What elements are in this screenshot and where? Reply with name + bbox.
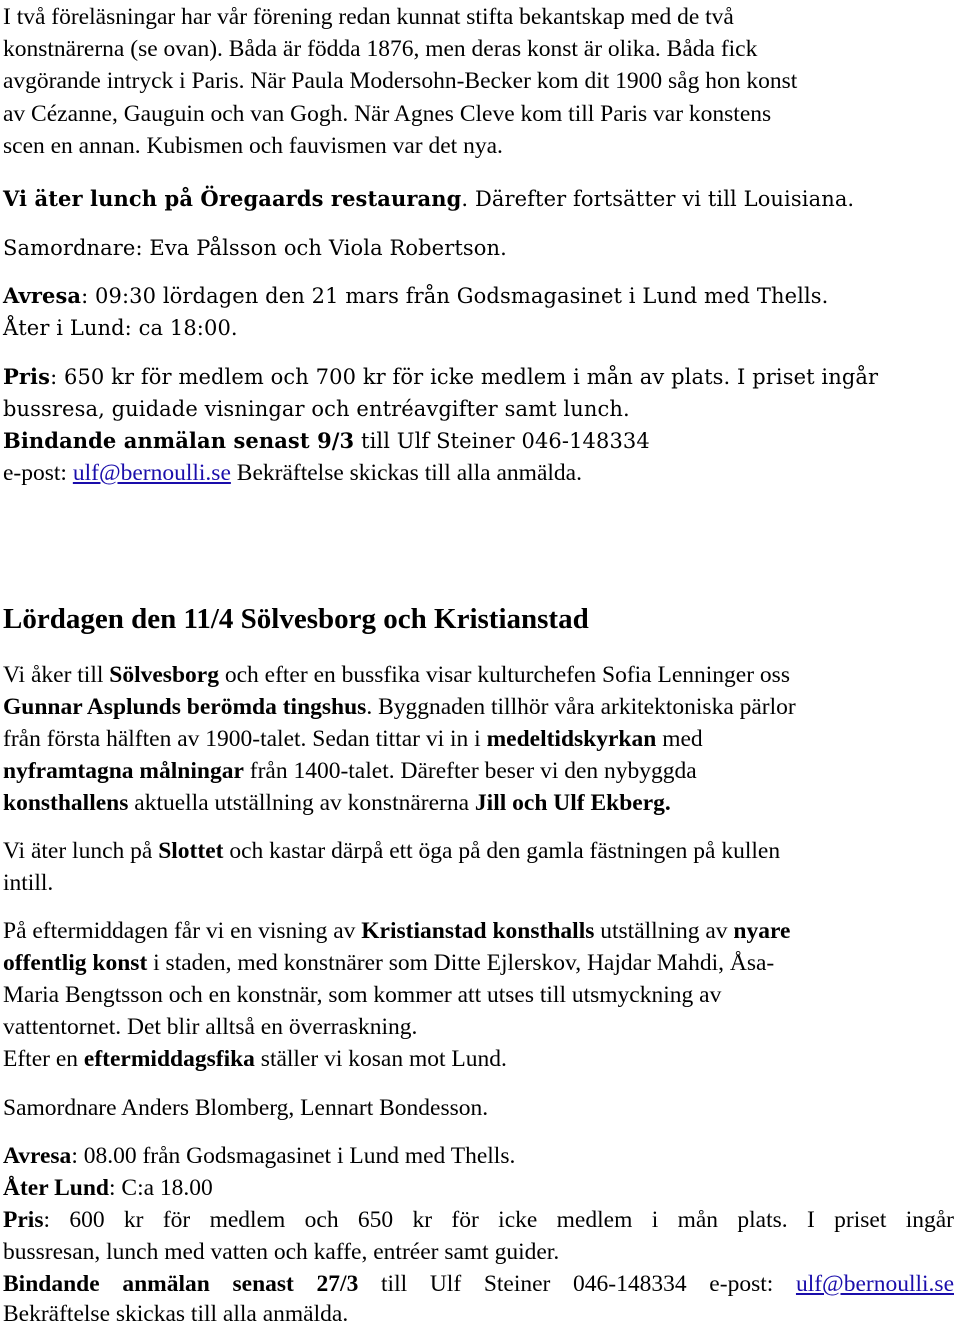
p1-line-1: Vi åker till Sölvesborg och efter en bussfika visar kulturchefen Sofia Lenninger oss <box>3 662 790 688</box>
return-1: Åter i Lund: ca 18:00. <box>3 316 238 340</box>
confirm-2: Bekräftelse skickas till alla anmälda. <box>3 1301 349 1327</box>
intro-line-3: avgörande intryck i Paris. När Paula Modersohn-Becker kom dit 1900 såg hon konst <box>3 68 798 94</box>
p3-line-1: På eftermiddagen får vi en visning av Kristianstad konsthalls utställning av nyare <box>3 918 791 944</box>
departure-label-1: Avresa <box>3 283 82 308</box>
departure-2 <box>3 1140 515 1172</box>
intro-line-5: scen en annan. Kubismen och fauvismen var det nya. <box>3 133 503 159</box>
coordinators-1: Samordnare: Eva Pålsson och Viola Robertson. <box>3 236 507 260</box>
p3-line-3: Maria Bengtsson och en konstnär, som kommer att utses till utsmyckning av <box>3 982 722 1008</box>
p3-line-2: offentlig konst i staden, med konstnärer som Ditte Ejlerskov, Hajdar Mahdi, Åsa- <box>3 950 775 976</box>
intro-line-4: av Cézanne, Gauguin och van Gogh. När Agnes Cleve kom till Paris var konstens <box>3 101 772 127</box>
signup-2 <box>3 1268 954 1300</box>
departure-text-1: : 09:30 lördagen den 21 mars från Godsmagasinet i Lund med Thells. <box>81 284 829 308</box>
intro-line-2: konstnärerna (se ovan). Båda är födda 1876, men deras konst är olika. Båda fick <box>3 36 758 62</box>
p2-line-1: Vi äter lunch på Slottet och kastar därpå ett öga på den gamla fästningen på kullen <box>3 838 781 864</box>
departure-1 <box>3 280 828 312</box>
email-prefix-1: e-post: <box>3 460 73 486</box>
price-2-cont: bussresan, lunch med vatten och kaffe, entréer samt guider. <box>3 1239 560 1265</box>
signup-1 <box>3 425 650 457</box>
p1-line-2: Gunnar Asplunds berömda tingshus. Byggnaden tillhör våra arkitektoniska pärlor <box>3 694 796 720</box>
price-text-2: : 600 kr för medlem och 650 kr för icke medlem i mån plats. I priset ingår <box>43 1207 954 1233</box>
section-heading: Lördagen den 11/4 Sölvesborg och Kristianstad <box>3 603 589 635</box>
p1-line-4: nyframtagna målningar från 1400-talet. Därefter beser vi den nybyggda <box>3 758 697 784</box>
p3-line-5: Efter en eftermiddagsfika ställer vi kosan mot Lund. <box>3 1046 507 1072</box>
price-2 <box>3 1204 954 1236</box>
p2-line-2: intill. <box>3 870 54 896</box>
price-1-cont: bussresa, guidade visningar och entréavgifter samt lunch. <box>3 397 630 421</box>
return-text-2: : C:a 18.00 <box>109 1175 213 1201</box>
price-text-1: : 650 kr för medlem och 700 kr för icke medlem i mån av plats. I priset ingår <box>50 365 879 389</box>
departure-text-2: : 08.00 från Godsmagasinet i Lund med Thells. <box>71 1143 516 1169</box>
price-1 <box>3 361 878 393</box>
return-label-2: Åter Lund <box>3 1175 109 1201</box>
price-label-1: Pris <box>3 364 51 389</box>
signup-bold-1: Bindande anmälan senast 9/3 <box>3 428 355 453</box>
p1-line-3: från första hälften av 1900-talet. Sedan tittar vi in i medeltidskyrkan med <box>3 726 703 752</box>
return-2 <box>3 1172 213 1204</box>
coordinators-2: Samordnare Anders Blomberg, Lennart Bondesson. <box>3 1095 489 1121</box>
intro-line-1: I två föreläsningar har vår förening redan kunnat stifta bekantskap med de två <box>3 4 734 30</box>
email-line-1 <box>3 457 582 489</box>
confirm-1: Bekräftelse skickas till alla anmälda. <box>230 460 582 486</box>
lunch-bold: Vi äter lunch på Öregaards restaurang <box>3 186 462 211</box>
email-link-2[interactable]: ulf@bernoulli.se <box>795 1271 954 1297</box>
email-link-1[interactable]: ulf@bernoulli.se <box>72 460 231 486</box>
signup-rest-1: till Ulf Steiner 046-148334 <box>354 429 650 453</box>
lunch-rest: . Därefter fortsätter vi till Louisiana. <box>461 187 855 211</box>
p3-line-4: vattentornet. Det blir alltså en överraskning. <box>3 1014 418 1040</box>
lunch-line <box>3 183 854 215</box>
signup-bold-2: Bindande anmälan senast 27/3 <box>3 1271 359 1297</box>
price-label-2: Pris <box>3 1207 44 1233</box>
p1-line-5: konsthallens aktuella utställning av konstnärerna Jill och Ulf Ekberg. <box>3 790 671 816</box>
departure-label-2: Avresa <box>3 1143 72 1169</box>
signup-rest-2: till Ulf Steiner 046-148334 e-post: <box>358 1271 796 1297</box>
